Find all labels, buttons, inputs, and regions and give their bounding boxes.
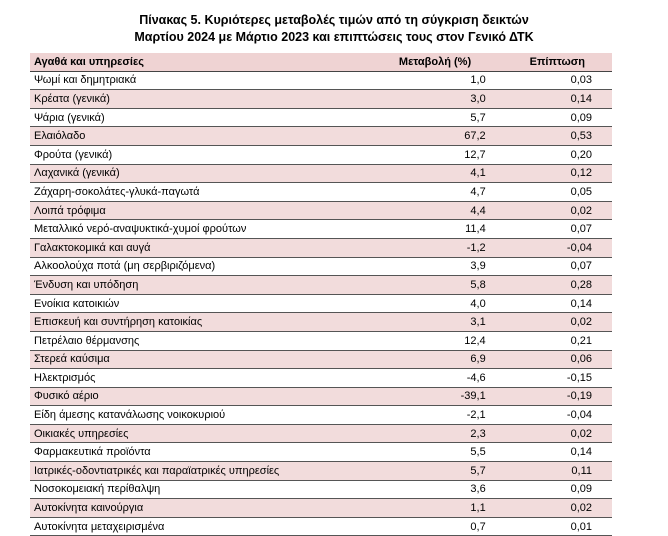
header-goods-services: Αγαθά και υπηρεσίες [30,53,367,71]
row-change-cell: 4,4 [367,201,502,220]
row-impact-cell: 0,02 [503,201,612,220]
row-item-cell: Κρέατα (γενικά) [30,90,367,109]
table-row [30,387,612,406]
table-row [30,499,612,518]
row-change-cell: -4,6 [367,369,502,388]
price-changes-table [30,53,612,536]
table-row [30,462,612,481]
row-item-cell: Πετρέλαιο θέρμανσης [30,331,367,350]
table-row [30,331,612,350]
table-title-line-1: Πίνακας 5. Κυριότερες μεταβολές τιμών από τη σύγκριση δεικτών [139,13,529,27]
row-impact-cell: 0,06 [503,350,612,369]
row-change-cell: 1,1 [367,499,502,518]
table-row [30,201,612,220]
row-change-cell: 3,1 [367,313,502,332]
row-change-cell: 4,1 [367,164,502,183]
row-impact-cell: 0,09 [503,480,612,499]
table-row [30,276,612,295]
row-change-cell: 5,8 [367,276,502,295]
table-row [30,108,612,127]
row-item-cell: Αυτοκίνητα καινούργια [30,499,367,518]
row-change-cell: 4,0 [367,294,502,313]
row-change-cell: -1,2 [367,238,502,257]
row-impact-cell: 0,03 [503,71,612,90]
table-row [30,257,612,276]
row-change-cell: 1,0 [367,71,502,90]
table-row [30,127,612,146]
row-item-cell: Ιατρικές-οδοντιατρικές και παραϊατρικές υπηρεσίες [30,462,367,481]
row-impact-cell: 0,21 [503,331,612,350]
row-change-cell: 5,7 [367,108,502,127]
table-row [30,220,612,239]
row-impact-cell: 0,02 [503,313,612,332]
row-impact-cell: 0,14 [503,90,612,109]
table-row [30,480,612,499]
row-change-cell: 12,7 [367,145,502,164]
row-item-cell: Ψάρια (γενικά) [30,108,367,127]
row-impact-cell: 0,05 [503,183,612,202]
row-item-cell: Αυτοκίνητα μεταχειρισμένα [30,517,367,536]
row-impact-cell: 0,02 [503,424,612,443]
row-item-cell: Ψωμί και δημητριακά [30,71,367,90]
row-item-cell: Ένδυση και υπόδηση [30,276,367,295]
row-impact-cell: 0,11 [503,462,612,481]
row-impact-cell: 0,14 [503,443,612,462]
row-change-cell: 5,7 [367,462,502,481]
row-item-cell: Ενοίκια κατοικιών [30,294,367,313]
row-change-cell: 2,3 [367,424,502,443]
table-row [30,406,612,425]
table-row [30,183,612,202]
row-item-cell: Φυσικό αέριο [30,387,367,406]
row-item-cell: Οικιακές υπηρεσίες [30,424,367,443]
row-impact-cell: -0,15 [503,369,612,388]
row-change-cell: 4,7 [367,183,502,202]
row-change-cell: 11,4 [367,220,502,239]
row-impact-cell: -0,04 [503,238,612,257]
table-row [30,443,612,462]
row-item-cell: Στερεά καύσιμα [30,350,367,369]
table-row [30,71,612,90]
row-change-cell: 67,2 [367,127,502,146]
row-item-cell: Ηλεκτρισμός [30,369,367,388]
row-impact-cell: 0,07 [503,220,612,239]
table-row [30,369,612,388]
row-item-cell: Λοιπά τρόφιμα [30,201,367,220]
row-change-cell: -39,1 [367,387,502,406]
row-item-cell: Φρούτα (γενικά) [30,145,367,164]
header-impact: Επίπτωση [503,53,612,71]
row-item-cell: Φαρμακευτικά προϊόντα [30,443,367,462]
table-row [30,350,612,369]
row-item-cell: Ζάχαρη-σοκολάτες-γλυκά-παγωτά [30,183,367,202]
row-change-cell: 0,7 [367,517,502,536]
row-impact-cell: 0,12 [503,164,612,183]
row-impact-cell: 0,09 [503,108,612,127]
table-row [30,145,612,164]
row-change-cell: -2,1 [367,406,502,425]
row-impact-cell: 0,20 [503,145,612,164]
row-item-cell: Μεταλλικό νερό-αναψυκτικά-χυμοί φρούτων [30,220,367,239]
row-change-cell: 3,6 [367,480,502,499]
table-title-line-2: Μαρτίου 2024 με Μάρτιο 2023 και επιπτώσεις τους στον Γενικό ΔΤΚ [134,30,534,44]
table-row [30,90,612,109]
row-change-cell: 3,9 [367,257,502,276]
row-impact-cell: -0,19 [503,387,612,406]
row-impact-cell: 0,02 [503,499,612,518]
table-header-row [30,53,612,71]
table-row [30,517,612,536]
row-impact-cell: 0,07 [503,257,612,276]
row-change-cell: 5,5 [367,443,502,462]
row-item-cell: Αλκοολούχα ποτά (μη σερβιριζόμενα) [30,257,367,276]
row-item-cell: Γαλακτοκομικά και αυγά [30,238,367,257]
row-impact-cell: 0,53 [503,127,612,146]
row-item-cell: Λαχανικά (γενικά) [30,164,367,183]
row-impact-cell: 0,01 [503,517,612,536]
row-item-cell: Ελαιόλαδο [30,127,367,146]
table-row [30,238,612,257]
table-row [30,294,612,313]
header-change-percent: Μεταβολή (%) [367,53,502,71]
table-row [30,164,612,183]
row-impact-cell: 0,28 [503,276,612,295]
row-change-cell: 3,0 [367,90,502,109]
row-impact-cell: -0,04 [503,406,612,425]
table-row [30,313,612,332]
row-item-cell: Επισκευή και συντήρηση κατοικίας [30,313,367,332]
row-change-cell: 12,4 [367,331,502,350]
row-impact-cell: 0,14 [503,294,612,313]
row-change-cell: 6,9 [367,350,502,369]
row-item-cell: Νοσοκομειακή περίθαλψη [30,480,367,499]
row-item-cell: Είδη άμεσης κατανάλωσης νοικοκυριού [30,406,367,425]
table-row [30,424,612,443]
